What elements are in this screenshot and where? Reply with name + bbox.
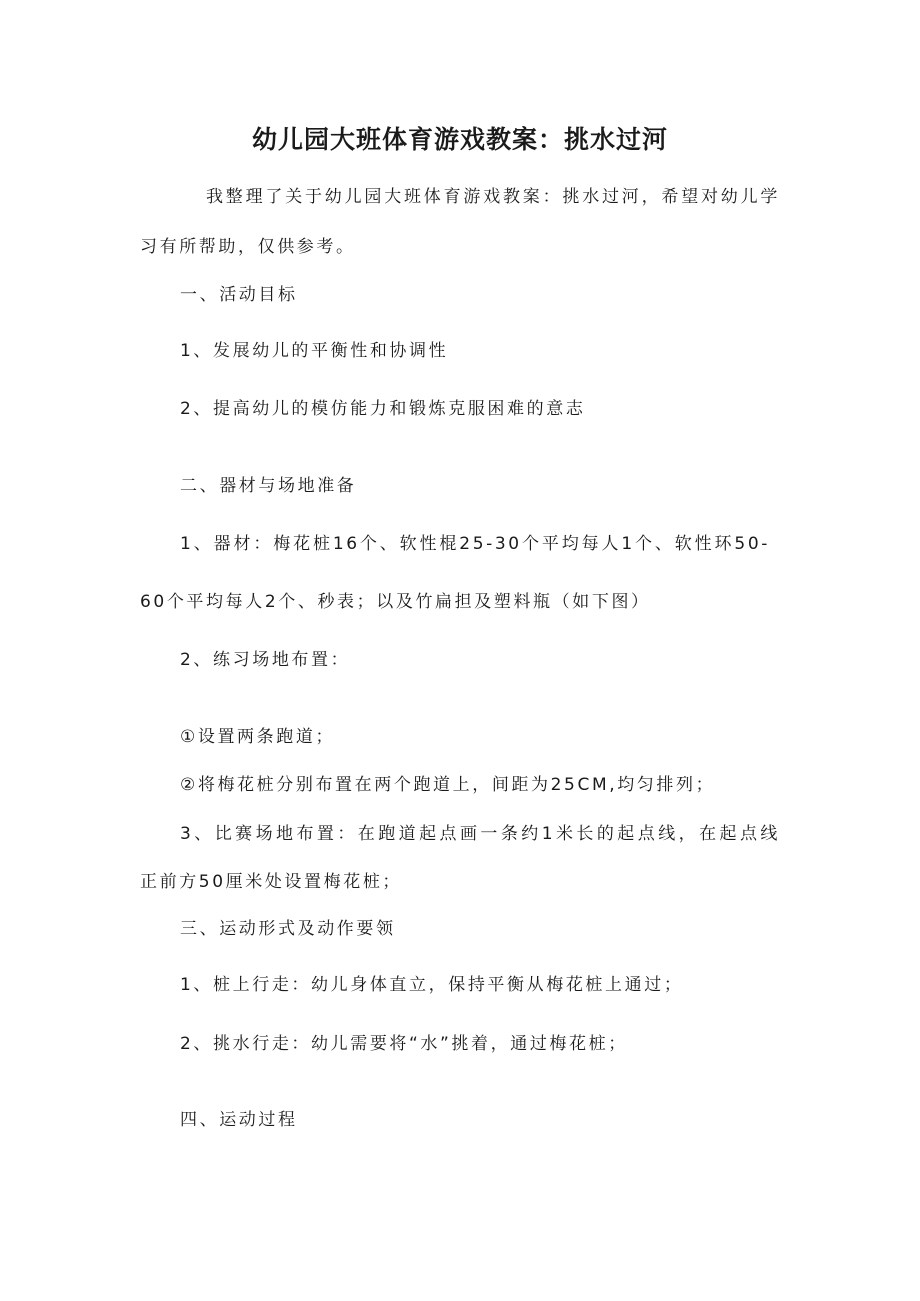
section-heading-movement: 三、运动形式及动作要领 <box>180 919 396 939</box>
competition-line-2: 正前方50厘米处设置梅花桩； <box>140 872 403 892</box>
movement-item-2: 2、挑水行走：幼儿需要将“水”挑着，通过梅花桩； <box>180 1034 628 1054</box>
movement-item-1: 1、桩上行走：幼儿身体直立，保持平衡从梅花桩上通过； <box>180 975 684 995</box>
document-title: 幼儿园大班体育游戏教案：挑水过河 <box>251 125 668 154</box>
layout-item-2: ②将梅花桩分别布置在两个跑道上，间距为25CM,均匀排列； <box>180 775 716 795</box>
intro-paragraph-line-2: 习有所帮助，仅供参考。 <box>140 237 356 257</box>
section-heading-equipment: 二、器材与场地准备 <box>180 476 357 496</box>
section-heading-process: 四、运动过程 <box>180 1110 298 1130</box>
intro-paragraph-line-1: 我整理了关于幼儿园大班体育游戏教案：挑水过河，希望对幼儿学 <box>206 187 780 207</box>
goal-item-2: 2、提高幼儿的模仿能力和锻炼克服困难的意志 <box>180 399 586 419</box>
competition-line-1: 3、比赛场地布置：在跑道起点画一条约1米长的起点线，在起点线 <box>180 824 780 844</box>
layout-heading: 2、练习场地布置： <box>180 650 351 670</box>
equipment-line-1: 1、器材：梅花桩16个、软性棍25-30个平均每人1个、软性环50- <box>180 534 770 554</box>
layout-item-1: ①设置两条跑道； <box>180 727 336 747</box>
equipment-line-2: 60个平均每人2个、秒表；以及竹扁担及塑料瓶（如下图） <box>140 592 651 612</box>
goal-item-1: 1、发展幼儿的平衡性和协调性 <box>180 341 449 361</box>
section-heading-goals: 一、活动目标 <box>180 285 298 305</box>
